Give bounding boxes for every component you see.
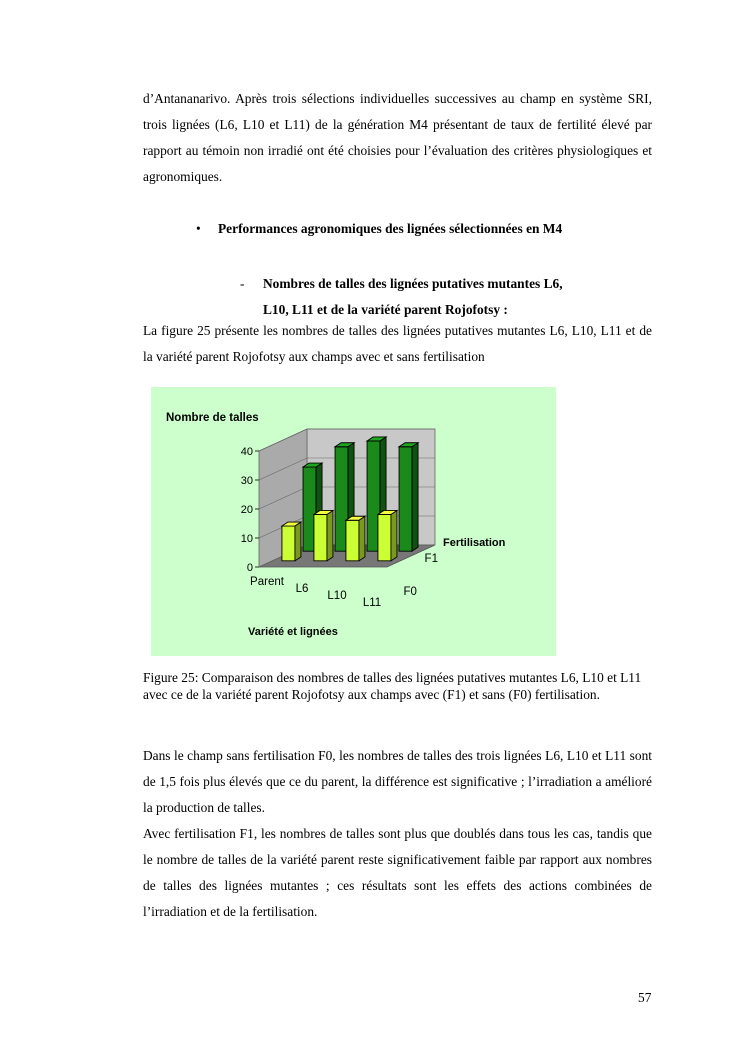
bar-f0-3 xyxy=(378,514,391,560)
bar-f1-3 xyxy=(399,447,412,551)
chart-y-tick-label: 20 xyxy=(240,504,253,516)
chart-y-tick-label: 40 xyxy=(240,446,253,458)
bar-f0-1-side xyxy=(327,510,333,560)
page-number: 57 xyxy=(638,990,652,1005)
chart-x-label-2: L10 xyxy=(327,590,347,602)
chart-y-tick-label: 10 xyxy=(240,533,253,545)
chart-depth-label-f1: F1 xyxy=(424,553,438,566)
bar-f0-0 xyxy=(282,526,295,561)
bar-f0-0-side xyxy=(295,522,301,561)
figure-caption: Figure 25: Comparaison des nombres de talles des lignées putatives mutantes L6, L10 et L11 avec ce de la variété parent Rojofotsy aux champs avec (F1) et sans (F0) fertilisation. xyxy=(143,670,642,702)
chart-y-tick-label: 0 xyxy=(246,562,253,574)
subsection-heading-line1: Nombres de talles des lignées putatives mutantes L6, xyxy=(263,276,563,291)
chart-x-label-0: Parent xyxy=(250,576,284,588)
bar-f0-2 xyxy=(346,520,359,561)
bar-f1-3-side xyxy=(412,443,418,551)
f1-paragraph: Avec fertilisation F1, les nombres de talles sont plus que doublés dans tous les cas, tandis que le nombre de talles de la variété parent reste significativement faible par rapport aux nombres de talles des lignées mutantes ; ces résultats sont les effets des actions combinées de l’irradiation et de la fertilisation. xyxy=(143,826,652,919)
bar-f0-1 xyxy=(314,514,327,560)
bar-f0-2-side xyxy=(359,516,365,561)
f0-paragraph: Dans le champ sans fertilisation F0, les nombres de talles des trois lignées L6, L10 et L11 sont de 1,5 fois plus élevés que ce du parent, la différence est significative ; l’irradiation a amélioré la production de talles. xyxy=(143,748,652,815)
chart-ylabel: Nombre de talles xyxy=(166,412,259,424)
intro-paragraph: d’Antananarivo. Après trois sélections individuelles successives au champ en système SRI, trois lignées (L6, L10 et L11) de la génération M4 présentant de taux de fertilité élevé par rapport au témoin non irradié ont été choisies pour l’évaluation des critères physiologiques et agronomiques. xyxy=(143,91,652,184)
figure-25-chart xyxy=(151,387,556,656)
subsection-heading-line2: L10, L11 et de la variété parent Rojofotsy : xyxy=(263,302,508,317)
chart-svg xyxy=(151,387,556,656)
chart-x-label-3: L11 xyxy=(362,597,382,609)
chart-x-label-1: L6 xyxy=(295,583,309,595)
chart-zlabel: Fertilisation xyxy=(443,537,506,549)
figure-intro-paragraph: La figure 25 présente les nombres de talles des lignées putatives mutantes L6, L10, L11 et de la variété parent Rojofotsy aux champs avec et sans fertilisation xyxy=(143,323,652,364)
chart-depth-label-f0: F0 xyxy=(403,585,417,598)
section-bullet xyxy=(196,220,562,238)
chart-xlabel: Variété et lignées xyxy=(248,626,338,638)
chart-y-tick-label: 30 xyxy=(240,475,253,487)
bullet-icon: • xyxy=(196,221,201,236)
bar-f0-3-side xyxy=(391,510,397,560)
bullet-heading: Performances agronomiques des lignées sélectionnées en M4 xyxy=(218,221,563,236)
dash-icon: - xyxy=(240,276,245,291)
